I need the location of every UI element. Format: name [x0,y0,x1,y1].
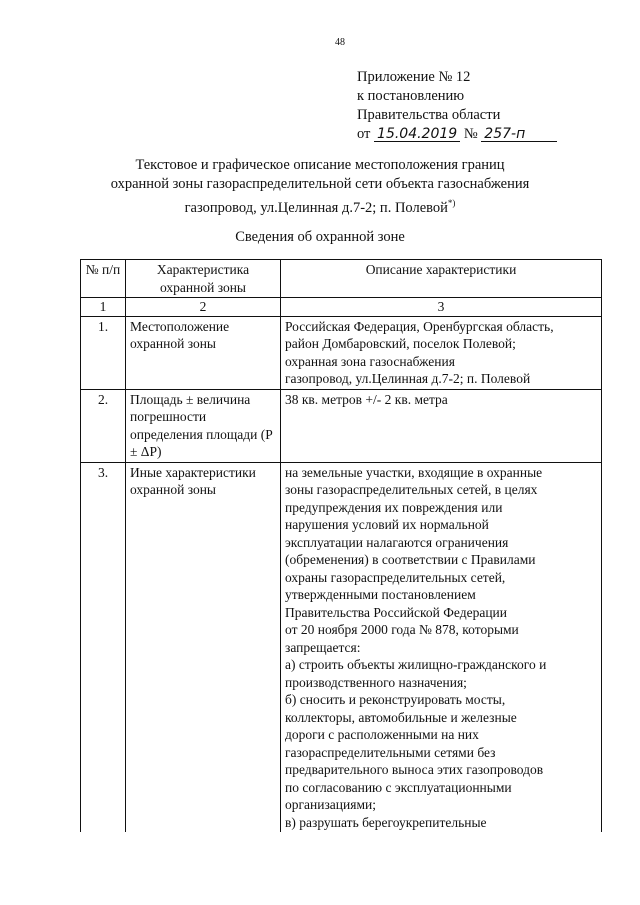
title-line-1: Текстовое и графическое описание местоположения границ [135,157,505,173]
description-line: запрещается: [285,639,361,655]
header-characteristic: Характеристика охранной зоны [126,260,281,298]
header-description: Описание характеристики [281,260,602,298]
zone-table [80,259,602,832]
document-title [90,156,550,218]
column-number-row [81,298,602,317]
description-line: коллекторы, автомобильные и железные [285,709,517,725]
description-line: эксплуатации налагаются ограничения [285,534,509,550]
appendix-line-3: Правительства области [357,107,501,123]
description-line: 38 кв. метров +/- 2 кв. метра [285,391,448,407]
table-row [81,462,602,832]
page-number: 48 [335,37,345,48]
description-line: по согласованию с эксплуатационными [285,779,512,795]
title-line-2: охранной зоны газораспределительной сети объекта газоснабжения [110,176,530,192]
table-row [81,389,602,462]
row-number: 1. [81,316,126,389]
description-line: а) строить объекты жилищно-гражданского и [285,657,547,672]
column-number: 2 [126,298,281,317]
description-line: дороги с расположенными на них [285,727,479,742]
row-characteristic: Площадь ± величина погрешности определения площади (P ± ΔP) [126,389,281,462]
description-line: (обременения) в соответствии с Правилами [285,552,536,567]
header-number: № п/п [81,260,126,298]
row-number: 2. [81,389,126,462]
appendix-block [357,68,557,144]
handwritten-number: 257-п [481,127,557,142]
description-line: организациями; [285,797,376,812]
date-prefix: от [357,126,371,142]
row-description [281,389,602,462]
row-characteristic: Иные характеристики охранной зоны [126,462,281,832]
row-characteristic: Местоположение охранной зоны [126,316,281,389]
description-line: газораспределительными сетями без [285,744,496,760]
description-line: предупреждения их повреждения или [285,499,503,515]
description-line: зоны газораспределительных сетей, в целях [285,482,538,497]
description-line: от 20 ноября 2000 года № 878, которыми [285,622,519,637]
appendix-line-2: к постановлению [357,88,465,104]
description-line: б) сносить и реконструировать мосты, [285,692,506,707]
description-line: в) разрушать берегоукрепительные [285,814,487,830]
description-line: предварительного выноса этих газопроводов [285,762,544,777]
handwritten-date: 15.04.2019 [374,127,460,142]
column-number: 3 [281,298,602,317]
description-line: Правительства Российской Федерации [285,604,507,620]
section-subtitle: Сведения об охранной зоне [235,229,405,245]
description-line: производственного назначения; [285,674,467,690]
description-line: охранная зона газоснабжения [285,353,455,369]
description-line: газопровод, ул.Целинная д.7-2; п. Полевой [285,371,531,386]
appendix-line-1: Приложение № 12 [357,69,471,85]
table-row [81,316,602,389]
description-line: утвержденными постановлением [285,587,476,602]
column-number: 1 [81,298,126,317]
appendix-date-line [357,125,557,144]
title-line-3: газопровод, ул.Целинная д.7-2; п. Полевой [184,199,448,216]
row-number: 3. [81,462,126,832]
description-line: на земельные участки, входящие в охранные [285,464,543,480]
description-line: Российская Федерация, Оренбургская область, [285,318,554,334]
row-description [281,316,602,389]
number-sign: № [463,126,478,142]
description-line: район Домбаровский, поселок Полевой; [285,336,516,351]
description-line: нарушения условий их нормальной [285,517,489,532]
description-line: охраны газораспределительных сетей, [285,569,506,585]
row-description [281,462,602,832]
footnote-mark: *) [447,198,456,208]
table-header-row [81,260,602,298]
